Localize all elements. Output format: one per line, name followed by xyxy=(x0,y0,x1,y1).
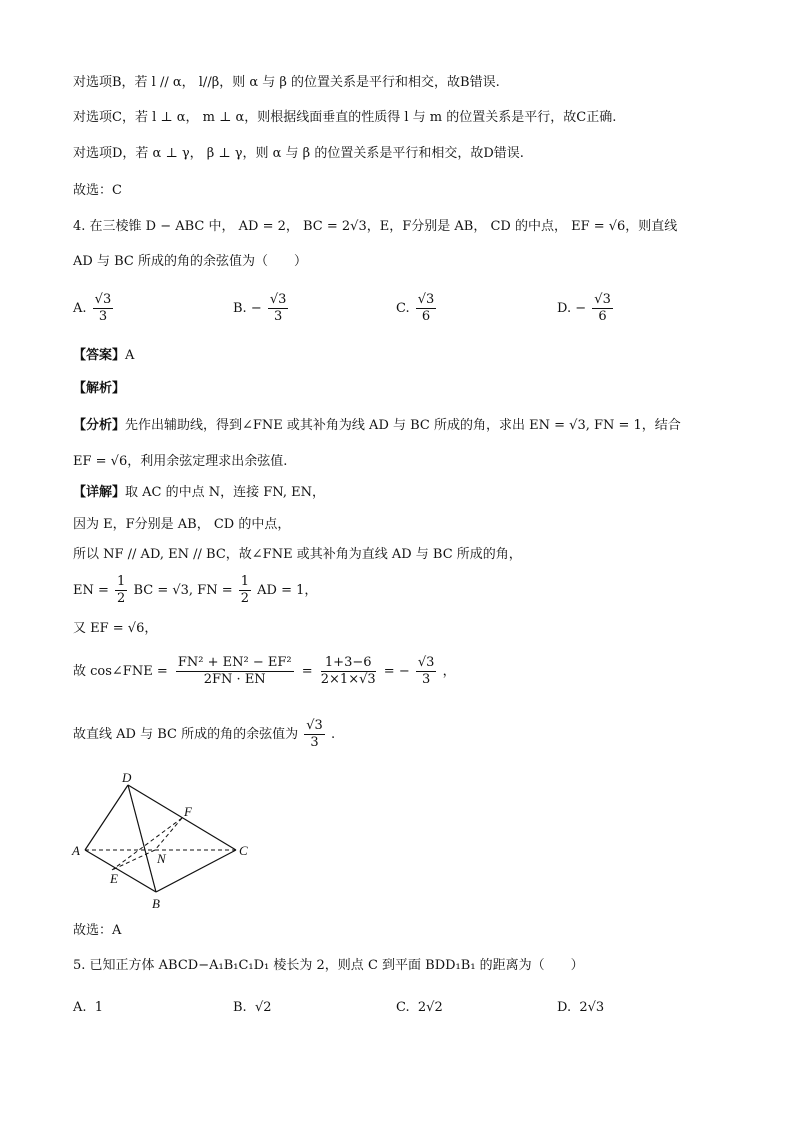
step-4: 又 EF = √6， xyxy=(73,621,158,636)
choice-c-line: 故选：C xyxy=(73,183,122,198)
step-6-conclusion: 故直线 AD 与 BC 所成的角的余弦值为 $\frac{√3}{3}$ . xyxy=(73,718,336,750)
xiangjie-line: 【详解】取 AC 的中点 N，连接 FN, EN， xyxy=(73,485,325,500)
option-b-analysis: 对选项B，若 l // α， l//β，则 α 与 β 的位置关系是平行和相交，故B错误. xyxy=(73,75,500,90)
label-e: E xyxy=(110,871,118,886)
q5-option-c: C. 2√2 xyxy=(396,1000,443,1015)
q4-option-d: D. − $\frac{√3}{6}$ xyxy=(557,292,611,324)
q4-option-b: B. − $\frac{√3}{3}$ xyxy=(233,292,287,324)
label-c: C xyxy=(239,843,248,858)
step-1: 因为 E，F分别是 AB， CD 的中点， xyxy=(73,517,291,532)
question-4-line2: AD 与 BC 所成的角的余弦值为（ ） xyxy=(73,254,307,269)
question-4-line1: 4. 在三棱锥 D − ABC 中， AD = 2， BC = 2√3，E，F分别是 AB， CD 的中点， EF = √6，则直线 xyxy=(73,219,678,234)
option-d-analysis: 对选项D，若 α ⊥ γ， β ⊥ γ，则 α 与 β 的位置关系是平行和相交，故D错误. xyxy=(73,146,524,161)
edge-dc xyxy=(128,785,236,850)
segment-ne xyxy=(112,850,155,870)
segment-fe xyxy=(112,818,182,870)
q4-option-c: C. $\frac{√3}{6}$ xyxy=(396,292,435,324)
fenxi-line1: 【分析】先作出辅助线，得到∠FNE 或其补角为线 AD 与 BC 所成的角，求出 EN = √3, FN = 1，结合 xyxy=(73,418,681,433)
edge-ab xyxy=(85,850,156,892)
q5-option-b: B. √2 xyxy=(233,1000,272,1015)
label-f: F xyxy=(184,804,192,819)
answer-line: 【答案】A xyxy=(73,348,135,363)
label-n: N xyxy=(157,851,166,866)
segment-fn xyxy=(155,818,182,850)
label-d: D xyxy=(122,770,132,785)
step-2: 所以 NF // AD, EN // BC，故∠FNE 或其补角为直线 AD 与 BC 所成的角， xyxy=(73,547,522,562)
label-a: A xyxy=(72,843,80,858)
label-b: B xyxy=(152,896,160,911)
edge-db xyxy=(128,785,156,892)
edge-bc xyxy=(156,850,236,892)
step-5-cosine: 故 cos∠FNE = $\frac{\text{FN² + EN² − EF²}}{2FN \cdot EN}$ = $\frac{1+3-6}{2\times 1\times√3}$ = − $\frac{√3}{3}$ ， xyxy=(73,655,456,687)
analysis-heading: 【解析】 xyxy=(73,381,126,396)
option-c-analysis: 对选项C，若 l ⊥ α， m ⊥ α，则根据线面垂直的性质得 l 与 m 的位置关系是平行，故C正确. xyxy=(73,110,617,125)
q4-option-a: A. $\frac{√3}{3}$ xyxy=(73,292,112,324)
step-3: EN = $\frac{1}{2}$ BC = √3, FN = $\frac{1}{2}$ AD = 1， xyxy=(73,574,318,606)
q5-option-d: D. 2√3 xyxy=(557,1000,605,1015)
tetrahedron-figure xyxy=(60,768,270,913)
q5-option-a: A. 1 xyxy=(73,1000,104,1015)
choice-a-line: 故选：A xyxy=(73,923,122,938)
question-5-line: 5. 已知正方体 ABCD−A₁B₁C₁D₁ 棱长为 2，则点 C 到平面 BDD₁B₁ 的距离为（ ） xyxy=(73,958,584,973)
fenxi-line2: EF = √6，利用余弦定理求出余弦值. xyxy=(73,454,288,469)
edge-da xyxy=(85,785,128,850)
